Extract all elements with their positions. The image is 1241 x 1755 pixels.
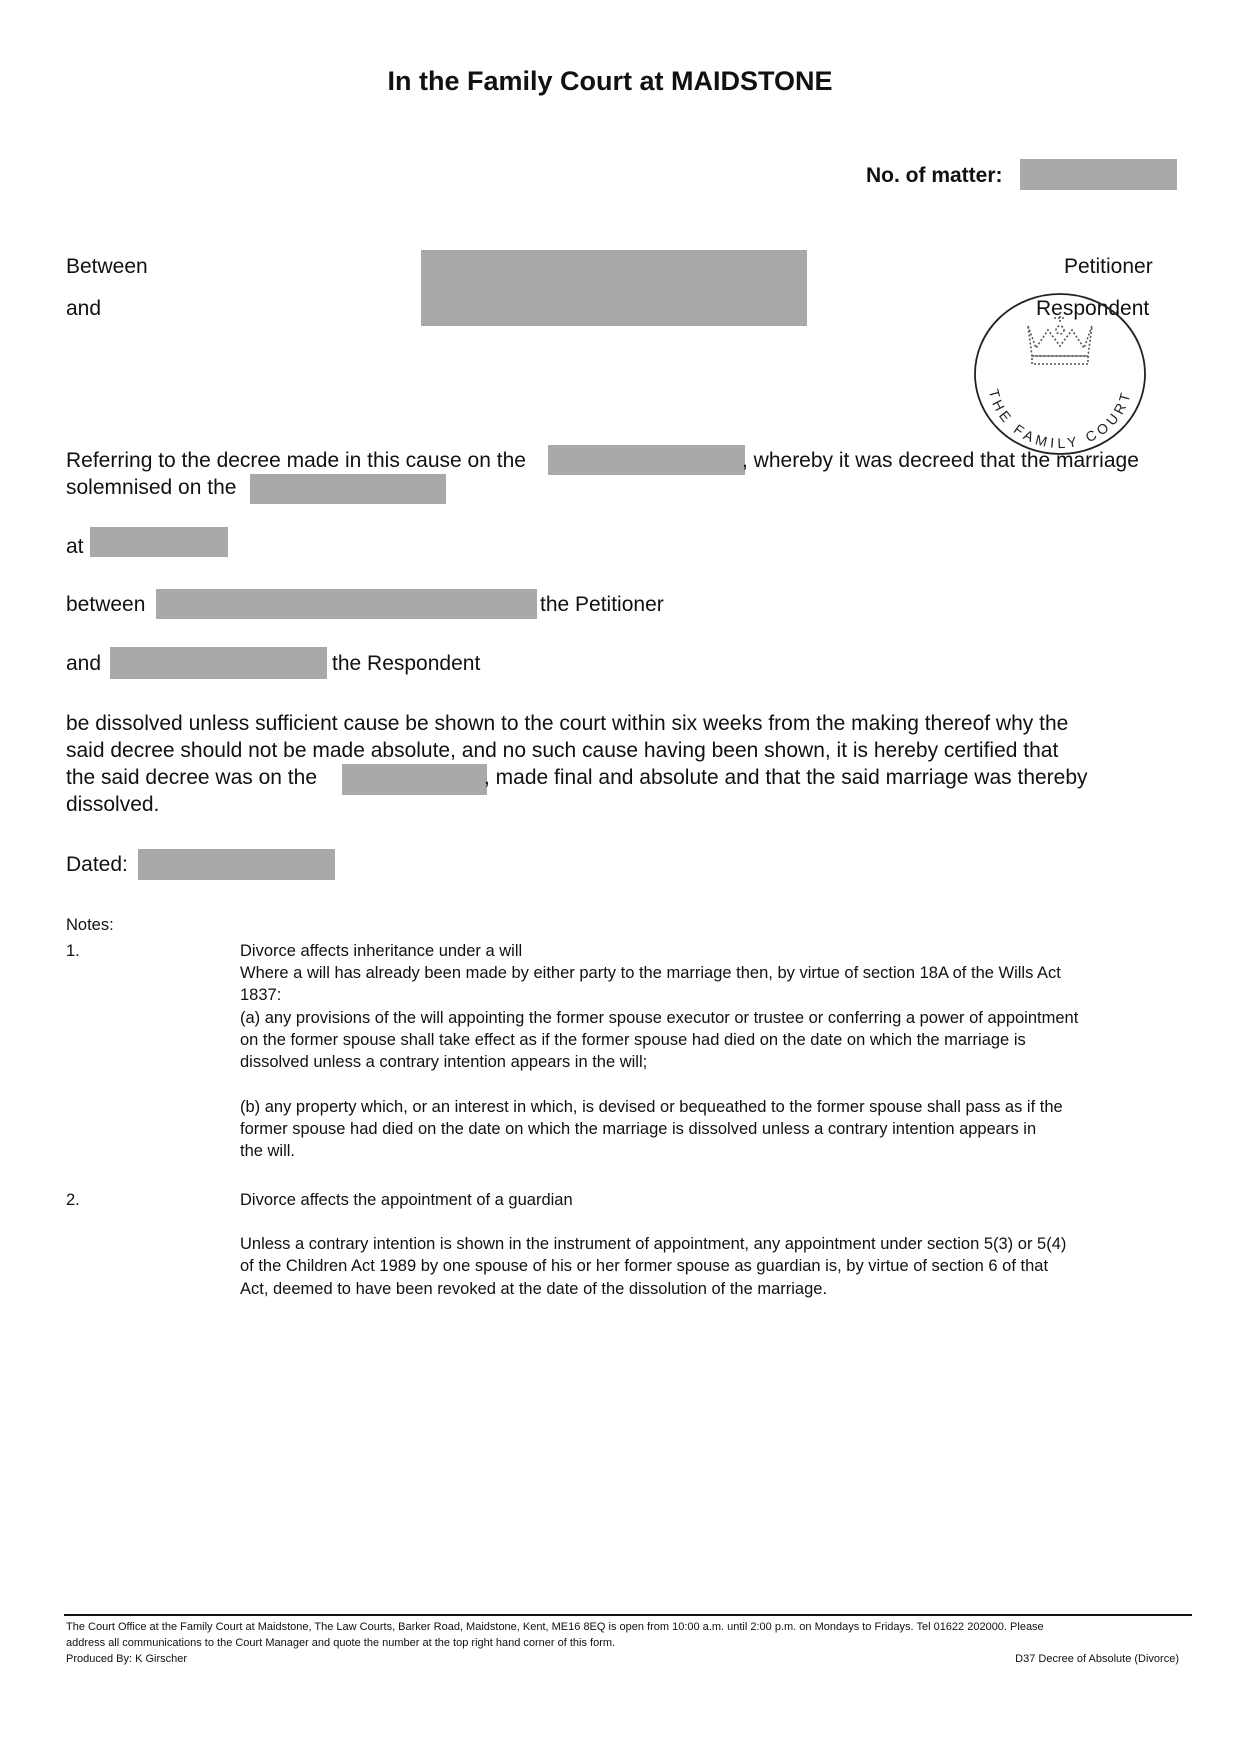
- the-petitioner-label: the Petitioner: [540, 593, 664, 616]
- decree-paragraph-line-1: be dissolved unless sufficient cause be shown to the court within six weeks from the making thereof why the: [66, 712, 1069, 735]
- note-line: (b) any property which, or an interest in which, is devised or bequeathed to the former spouse shall pass as if the: [240, 1098, 1063, 1116]
- solemnised-label: solemnised on the: [66, 476, 237, 499]
- note-line: 1837:: [240, 986, 282, 1004]
- svg-text:THE FAMILY COURT: [986, 387, 1135, 451]
- page-title: In the Family Court at MAIDSTONE: [387, 66, 833, 96]
- notes-label: Notes:: [66, 916, 114, 934]
- redacted-matter-number: [1020, 159, 1177, 190]
- note-number: 2.: [66, 1191, 80, 1209]
- and-label: and: [66, 297, 102, 320]
- referring-text-end: , whereby it was decreed that the marriage: [742, 449, 1139, 472]
- redacted-marriage-place: [90, 527, 228, 557]
- note-line: of the Children Act 1989 by one spouse of his or her former spouse as guardian is, by virtue of section 6 of that: [240, 1257, 1049, 1275]
- footer-address-line-1: The Court Office at the Family Court at Maidstone, The Law Courts, Barker Road, Maidstone, Kent, ME16 8EQ is open from 10:00 a.m. until 2:00 p.m. on Mondays to Fridays. Tel 01622 202000. Please: [66, 1621, 1044, 1633]
- form-code: D37 Decree of Absolute (Divorce): [1015, 1653, 1179, 1665]
- and-line-label: and: [66, 652, 102, 675]
- seal-text: THE FAMILY COURT: [985, 387, 1135, 452]
- note-heading: Divorce affects inheritance under a will: [240, 942, 523, 960]
- at-label: at: [66, 535, 84, 558]
- note-line: Where a will has already been made by either party to the marriage then, by virtue of section 18A of the Wills Act: [240, 964, 1061, 982]
- between-line-label: between: [66, 593, 146, 616]
- redacted-respondent-name: [110, 647, 327, 679]
- petitioner-label: Petitioner: [1064, 255, 1153, 278]
- note-heading: Divorce affects the appointment of a guardian: [240, 1191, 573, 1209]
- decree-paragraph-line-3-end: , made final and absolute and that the said marriage was thereby: [484, 766, 1088, 789]
- decree-paragraph-line-2: said decree should not be made absolute, and no such cause having been shown, it is hereby certified that: [66, 739, 1059, 762]
- redacted-absolute-date: [342, 764, 487, 795]
- crown-icon: [1028, 312, 1092, 364]
- redacted-decree-date: [548, 445, 745, 475]
- referring-text-start: Referring to the decree made in this cause on the: [66, 449, 526, 472]
- note-line: on the former spouse shall take effect as if the former spouse had died on the date on which the marriage is: [240, 1031, 1026, 1049]
- note-line: former spouse had died on the date on which the marriage is dissolved unless a contrary intention appears in: [240, 1120, 1037, 1138]
- redacted-marriage-date: [250, 474, 446, 504]
- respondent-label: Respondent: [1036, 297, 1150, 320]
- note-line: (a) any provisions of the will appointing the former spouse executor or trustee or conferring a power of appointment: [240, 1009, 1079, 1027]
- note-line: dissolved unless a contrary intention appears in the will;: [240, 1053, 648, 1071]
- redacted-party-names: [421, 250, 807, 326]
- footer-address-line-2: address all communications to the Court Manager and quote the number at the top right hand corner of this form.: [66, 1637, 616, 1649]
- between-label: Between: [66, 255, 148, 278]
- note-line: Unless a contrary intention is shown in the instrument of appointment, any appointment under section 5(3) or 5(4): [240, 1235, 1067, 1253]
- dated-label: Dated:: [66, 853, 128, 876]
- court-seal: [970, 290, 1150, 460]
- decree-paragraph-line-4: dissolved.: [66, 793, 160, 816]
- produced-by: Produced By: K Girscher: [66, 1653, 188, 1665]
- the-respondent-label: the Respondent: [332, 652, 481, 675]
- note-line: Act, deemed to have been revoked at the date of the dissolution of the marriage.: [240, 1280, 828, 1298]
- matter-number-label: No. of matter:: [866, 164, 1003, 187]
- redacted-dated-value: [138, 849, 335, 880]
- note-number: 1.: [66, 942, 80, 960]
- decree-paragraph-line-3-start: the said decree was on the: [66, 766, 317, 789]
- note-line: the will.: [240, 1142, 296, 1160]
- redacted-petitioner-name: [156, 589, 537, 619]
- footer-divider: [64, 1614, 1192, 1616]
